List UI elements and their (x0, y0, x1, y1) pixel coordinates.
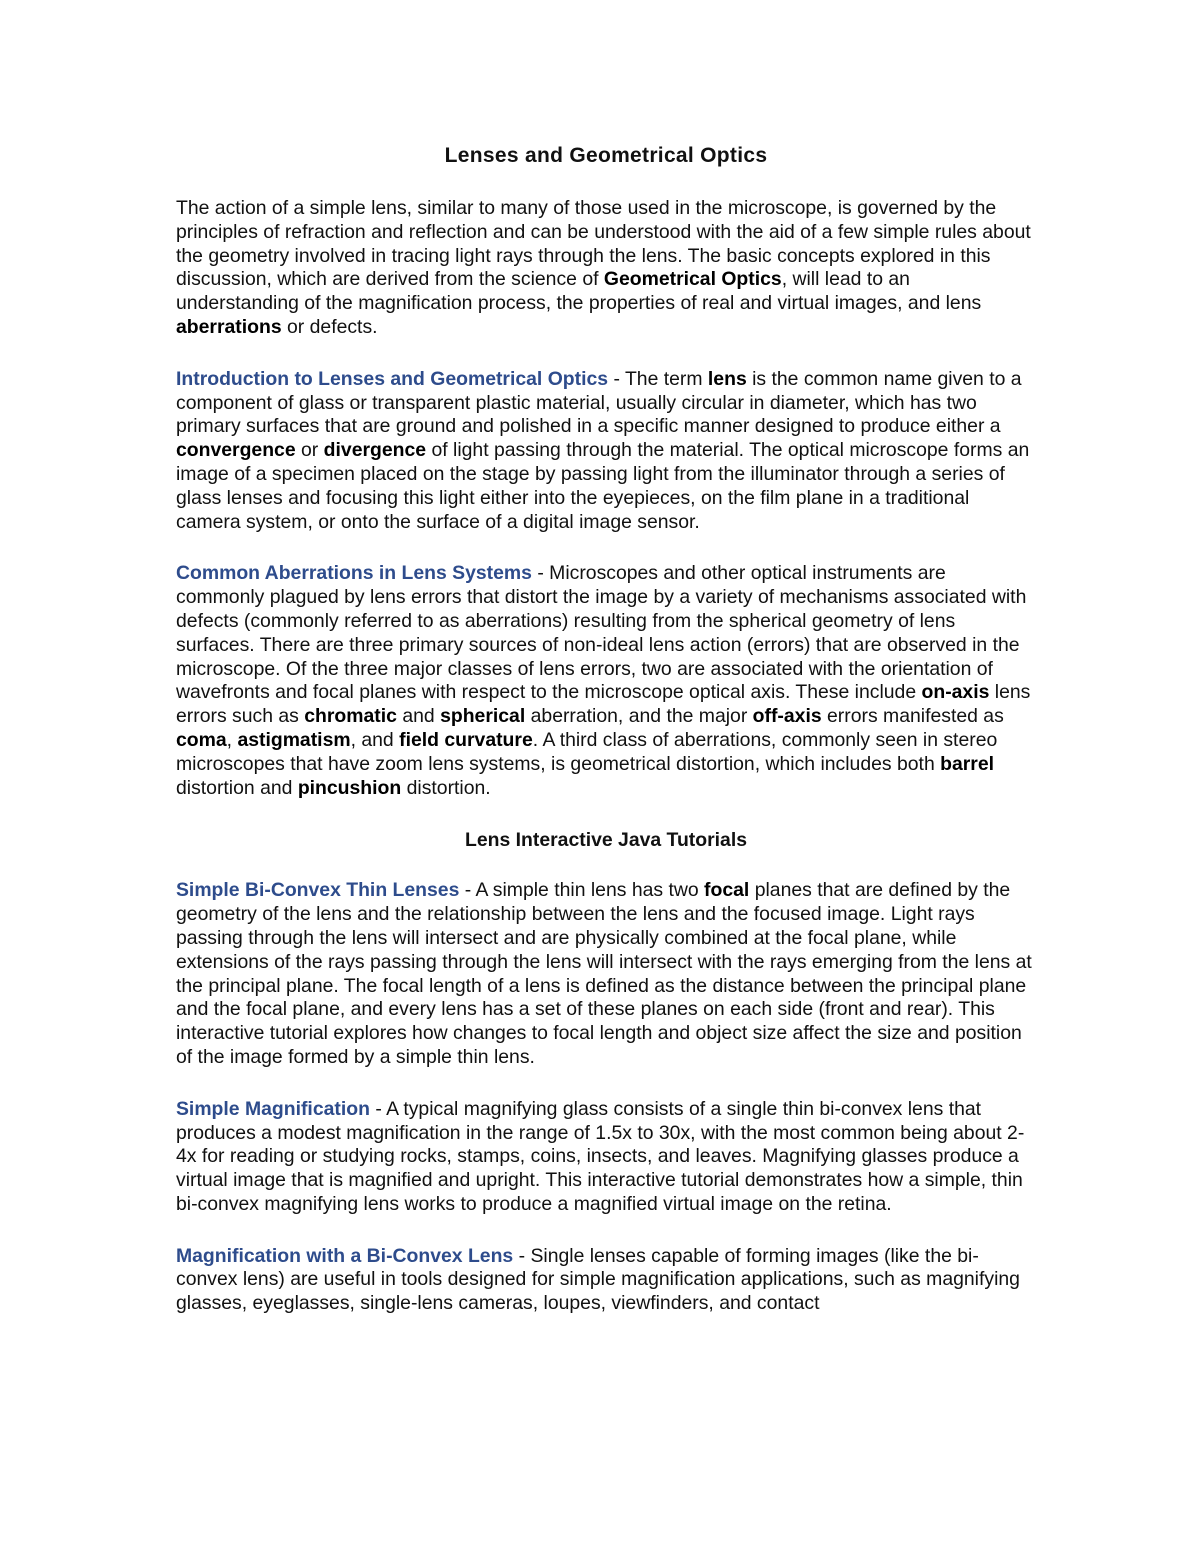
topic-text: , (226, 728, 238, 751)
topic-text: and (396, 705, 441, 728)
document-page (176, 143, 1036, 1344)
tutorial-text: - A simple thin lens has two (459, 879, 705, 902)
tutorials-heading: Lens Interactive Java Tutorials (465, 829, 747, 852)
topic-link[interactable]: Common Aberrations in Lens Systems (176, 562, 532, 585)
topic-text: - Microscopes and other optical instruments are commonly plagued by lens errors that distort the image by a variety of mechanisms associated with defects (commonly referred to as aberrations) resulting from the spherical geometry of lens surfaces. There are three primary sources of non-ideal lens action (errors) that are observed in the microscope. Of the three major classes of lens errors, two are associated with the orientation of wavefronts and focal planes with respect to the microscope optical axis. These include (176, 562, 1027, 704)
intro-text: or defects. (281, 315, 378, 338)
intro-text: , will lead to an understanding of the magnification process, the properties of real and virtual images, and lens (176, 268, 982, 315)
topic-paragraph (176, 562, 1036, 800)
tutorial-link[interactable]: Magnification with a Bi-Convex Lens (176, 1244, 514, 1267)
intro-text: The action of a simple lens, similar to many of those used in the microscope, is governed by the principles of refraction and reflection and can be understood with the aid of a few simple rules about the geometry involved in tracing light rays through the lens. The basic concepts explored in this discussion, which are derived from the science of (176, 197, 1031, 291)
intro-bold-term: Geometrical Optics (603, 268, 782, 291)
topic-bold-term: divergence (323, 439, 427, 462)
topic-text: of light passing through the material. The optical microscope forms an image of a specimen placed on the stage by passing light from the illuminator through a series of glass lenses and focusing this light either into the eyepieces, on the film plane in a traditional camera system, or onto the surface of a digital image sensor. (176, 439, 1030, 533)
topic-text: distortion. (401, 776, 491, 799)
topic-text: , and (350, 728, 400, 751)
topics-section (176, 368, 1036, 801)
tutorial-link[interactable]: Simple Bi-Convex Thin Lenses (176, 879, 460, 902)
topic-text: aberration, and the major (525, 705, 753, 728)
intro-bold-term: aberrations (176, 315, 282, 338)
topic-bold-term: barrel (940, 752, 995, 775)
tutorial-paragraph (176, 1098, 1036, 1217)
topic-text: lens errors such as (176, 681, 1031, 728)
tutorial-paragraph (176, 879, 1036, 1069)
topic-bold-term: lens (707, 367, 747, 390)
topic-bold-term: astigmatism (237, 728, 351, 751)
topic-bold-term: off-axis (752, 705, 822, 728)
topic-link[interactable]: Introduction to Lenses and Geometrical Optics (176, 367, 609, 390)
topic-text: distortion and (176, 776, 298, 799)
topic-bold-term: spherical (440, 705, 526, 728)
tutorial-link[interactable]: Simple Magnification (176, 1097, 370, 1120)
topic-bold-term: pincushion (297, 776, 402, 799)
topic-bold-term: chromatic (304, 705, 397, 728)
tutorial-text: - A typical magnifying glass consists of a single thin bi-convex lens that produces a modest magnification in the range of 1.5x to 30x, with the most common being about 2-4x for reading or studying rocks, stamps, coins, insects, and leaves. Magnifying glasses produce a virtual image that is magnified and upright. This interactive tutorial demonstrates how a simple, thin bi-convex magnifying lens works to produce a magnified virtual image on the retina. (176, 1097, 1025, 1215)
topic-bold-term: convergence (176, 439, 296, 462)
topic-paragraph (176, 368, 1036, 535)
intro-paragraph (176, 197, 1036, 340)
tutorial-text: planes that are defined by the geometry of the lens and the relationship between the lens and the focused image. Light rays passing through the lens will intersect and are physically combined at the focal plane, while extensions of the rays passing through the lens will intersect with the rays emerging from the lens at the principal plane. The focal length of a lens is defined as the distance between the principal plane and the focal plane, and every lens has a set of these planes on each side (front and rear). This interactive tutorial explores how changes to focal length and object size affect the size and position of the image formed by a simple thin lens. (176, 879, 1032, 1068)
topic-text: . A third class of aberrations, commonly seen in stereo microscopes that have zoom lens systems, is geometrical distortion, which includes both (176, 728, 998, 775)
tutorial-paragraph (176, 1245, 1036, 1316)
topic-bold-term: on-axis (921, 681, 990, 704)
document-title: Lenses and Geometrical Optics (444, 144, 768, 167)
topic-bold-term: coma (176, 728, 227, 751)
topic-text: is the common name given to a component of glass or transparent plastic material, usually circular in diameter, which has two primary surfaces that are ground and polished in a specific manner designed to produce either a (176, 367, 1022, 438)
tutorials-section (176, 879, 1036, 1316)
topic-text: - The term (608, 367, 708, 390)
topic-text: or (295, 439, 324, 462)
topic-text: errors manifested as (821, 705, 1004, 728)
topic-bold-term: field curvature (399, 728, 533, 751)
tutorial-bold-term: focal (704, 879, 750, 902)
tutorial-text: - Single lenses capable of forming images (like the bi-convex lens) are useful in tools designed for simple magnification applications, such as magnifying glasses, eyeglasses, single-lens cameras, loupes, viewfinders, and contact (176, 1244, 1020, 1315)
